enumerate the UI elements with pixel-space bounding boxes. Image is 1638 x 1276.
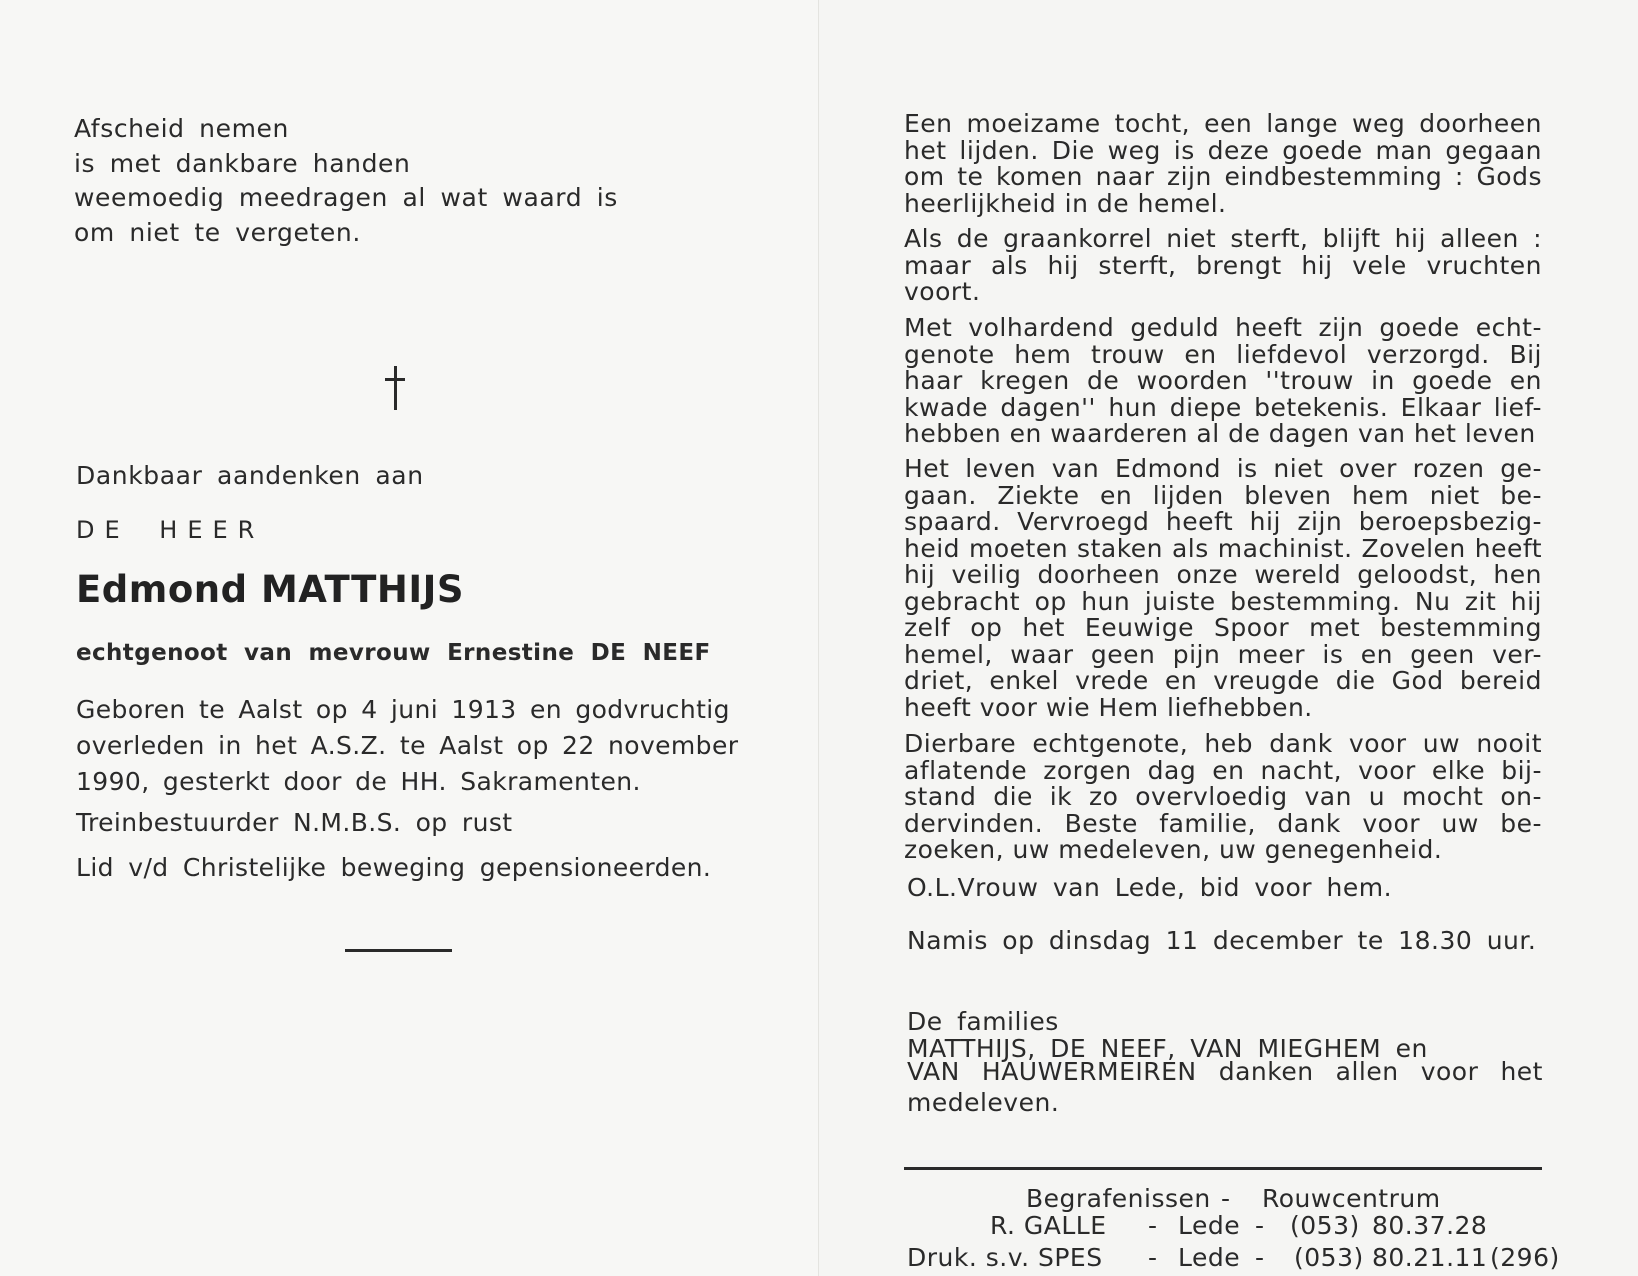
cross-icon xyxy=(383,366,407,410)
bio-line: 1990, gesterkt door de HH. Sakramenten. xyxy=(76,767,641,796)
text-line: heeft voor wie Hem liefhebben. xyxy=(904,692,1313,722)
families-end: medeleven. xyxy=(907,1088,1060,1117)
poem-line: Afscheid nemen xyxy=(74,114,289,143)
deceased-name: Edmond MATTHIJS xyxy=(76,568,464,611)
text-line: gebracht op hun juiste bestemming. Nu zit hij xyxy=(904,586,1542,616)
footer-separator: - xyxy=(1255,1243,1265,1272)
printer-town: Lede xyxy=(1178,1243,1241,1272)
biography xyxy=(76,692,738,800)
text-line: gaan. Ziekte en lijden bleven hem niet be- xyxy=(904,480,1542,510)
text-line: Dierbare echtgenote, heb dank voor uw nooit xyxy=(904,729,1542,758)
undertaker-town: Lede xyxy=(1178,1211,1241,1240)
prayer: O.L.Vrouw van Lede, bid voor hem. xyxy=(907,873,1393,902)
text-line: hij veilig doorheen onze wereld geloodst, hen xyxy=(904,560,1542,589)
text-line: driet, enkel vrede en vreugde die God bereid xyxy=(904,666,1542,695)
text-line: voort. xyxy=(904,277,981,306)
undertaker-phone: 80.37.28 xyxy=(1372,1211,1488,1240)
footer-separator: - xyxy=(1148,1243,1158,1272)
text-line: Met volhardend geduld heeft zijn goede echt- xyxy=(904,313,1542,342)
text-line: heerlijkheid in de hemel. xyxy=(904,188,1227,218)
poem-line: is met dankbare handen xyxy=(74,148,411,178)
text-line: aflatende zorgen dag en nacht, voor elke bij- xyxy=(904,755,1542,785)
poem-line: weemoedig meedragen al wat waard is xyxy=(74,183,618,212)
text-line: om te komen naar zijn eindbestemming : Gods xyxy=(904,162,1542,191)
text-line: zoeken, uw medeleven, uw genegenheid. xyxy=(904,835,1443,864)
printer-phone: 80.21.11 xyxy=(1372,1243,1488,1272)
printer-name: Druk. s.v. SPES xyxy=(907,1243,1103,1272)
text-line: haar kregen de woorden ''trouw in goede en xyxy=(904,366,1542,395)
poem xyxy=(74,112,618,250)
paragraph-thanks xyxy=(904,731,1542,864)
undertaker-area-code: (053) xyxy=(1290,1211,1360,1240)
paragraph-life xyxy=(904,456,1542,721)
text-line: het lijden. Die weg is deze goede man gegaan xyxy=(904,135,1542,165)
text-line: Het leven van Edmond is niet over rozen ge- xyxy=(904,454,1542,483)
text-line: hebben en waarderen al de dagen van het leven xyxy=(904,419,1536,448)
footer-separator: - xyxy=(1221,1184,1231,1213)
families-heading: De families xyxy=(907,1007,1059,1036)
footer-separator: - xyxy=(1255,1211,1265,1240)
families-names: MATTHIJS, DE NEEF, VAN MIEGHEM en xyxy=(907,1034,1428,1063)
footer-rule xyxy=(904,1167,1542,1170)
text-line: Een moeizame tocht, een lange weg doorheen xyxy=(904,109,1542,138)
paragraph-spouse xyxy=(904,315,1542,448)
footer-funeral-label: Begrafenissen xyxy=(1026,1184,1211,1213)
membership: Lid v/d Christelijke beweging gepensioneerden. xyxy=(76,853,712,882)
text-line: heid moeten staken als machinist. Zovelen heeft xyxy=(904,533,1542,563)
spouse-line: echtgenoot van mevrouw Ernestine DE NEEF xyxy=(76,640,711,666)
paragraph-grain xyxy=(904,226,1542,306)
text-line: maar als hij sterft, brengt hij vele vruchten xyxy=(904,250,1542,280)
footer-separator: - xyxy=(1148,1211,1158,1240)
text-line: spaard. Vervroegd heeft hij zijn beroepsbezig- xyxy=(904,507,1542,536)
text-line: stand die ik zo overvloedig van u mocht on- xyxy=(904,782,1542,811)
paragraph-journey xyxy=(904,111,1542,217)
text-line: Als de graankorrel niet sterft, blijft hij alleen : xyxy=(904,224,1542,253)
text-line: kwade dagen'' hun diepe betekenis. Elkaar lief- xyxy=(904,392,1542,422)
text-line: zelf op het Eeuwige Spoor met bestemming xyxy=(904,613,1542,642)
families-thanks xyxy=(907,1059,1543,1086)
service-notice: Namis op dinsdag 11 december te 18.30 uur. xyxy=(907,926,1537,955)
text-line: VAN HAUWERMEIREN danken allen voor het xyxy=(907,1057,1543,1086)
bio-line: overleden in het A.S.Z. te Aalst op 22 november xyxy=(76,731,739,760)
text-line: genote hem trouw en liefdevol verzorgd. Bij xyxy=(904,339,1542,369)
divider xyxy=(345,949,452,952)
honorific-title: DE HEER xyxy=(76,516,265,544)
occupation: Treinbestuurder N.M.B.S. op rust xyxy=(76,808,513,837)
undertaker-name: R. GALLE xyxy=(990,1211,1107,1240)
printer-code: (296) xyxy=(1490,1243,1560,1272)
page-fold xyxy=(818,0,819,1276)
bio-line: Geboren te Aalst op 4 juni 1913 en godvruchtig xyxy=(76,695,730,724)
text-line: dervinden. Beste familie, dank voor uw be- xyxy=(904,808,1542,838)
poem-line: om niet te vergeten. xyxy=(74,217,361,247)
dedication: Dankbaar aandenken aan xyxy=(76,461,424,490)
footer-centre-label: Rouwcentrum xyxy=(1262,1184,1441,1213)
text-line: hemel, waar geen pijn meer is en geen ver- xyxy=(904,639,1542,669)
printer-area-code: (053) xyxy=(1294,1243,1364,1272)
